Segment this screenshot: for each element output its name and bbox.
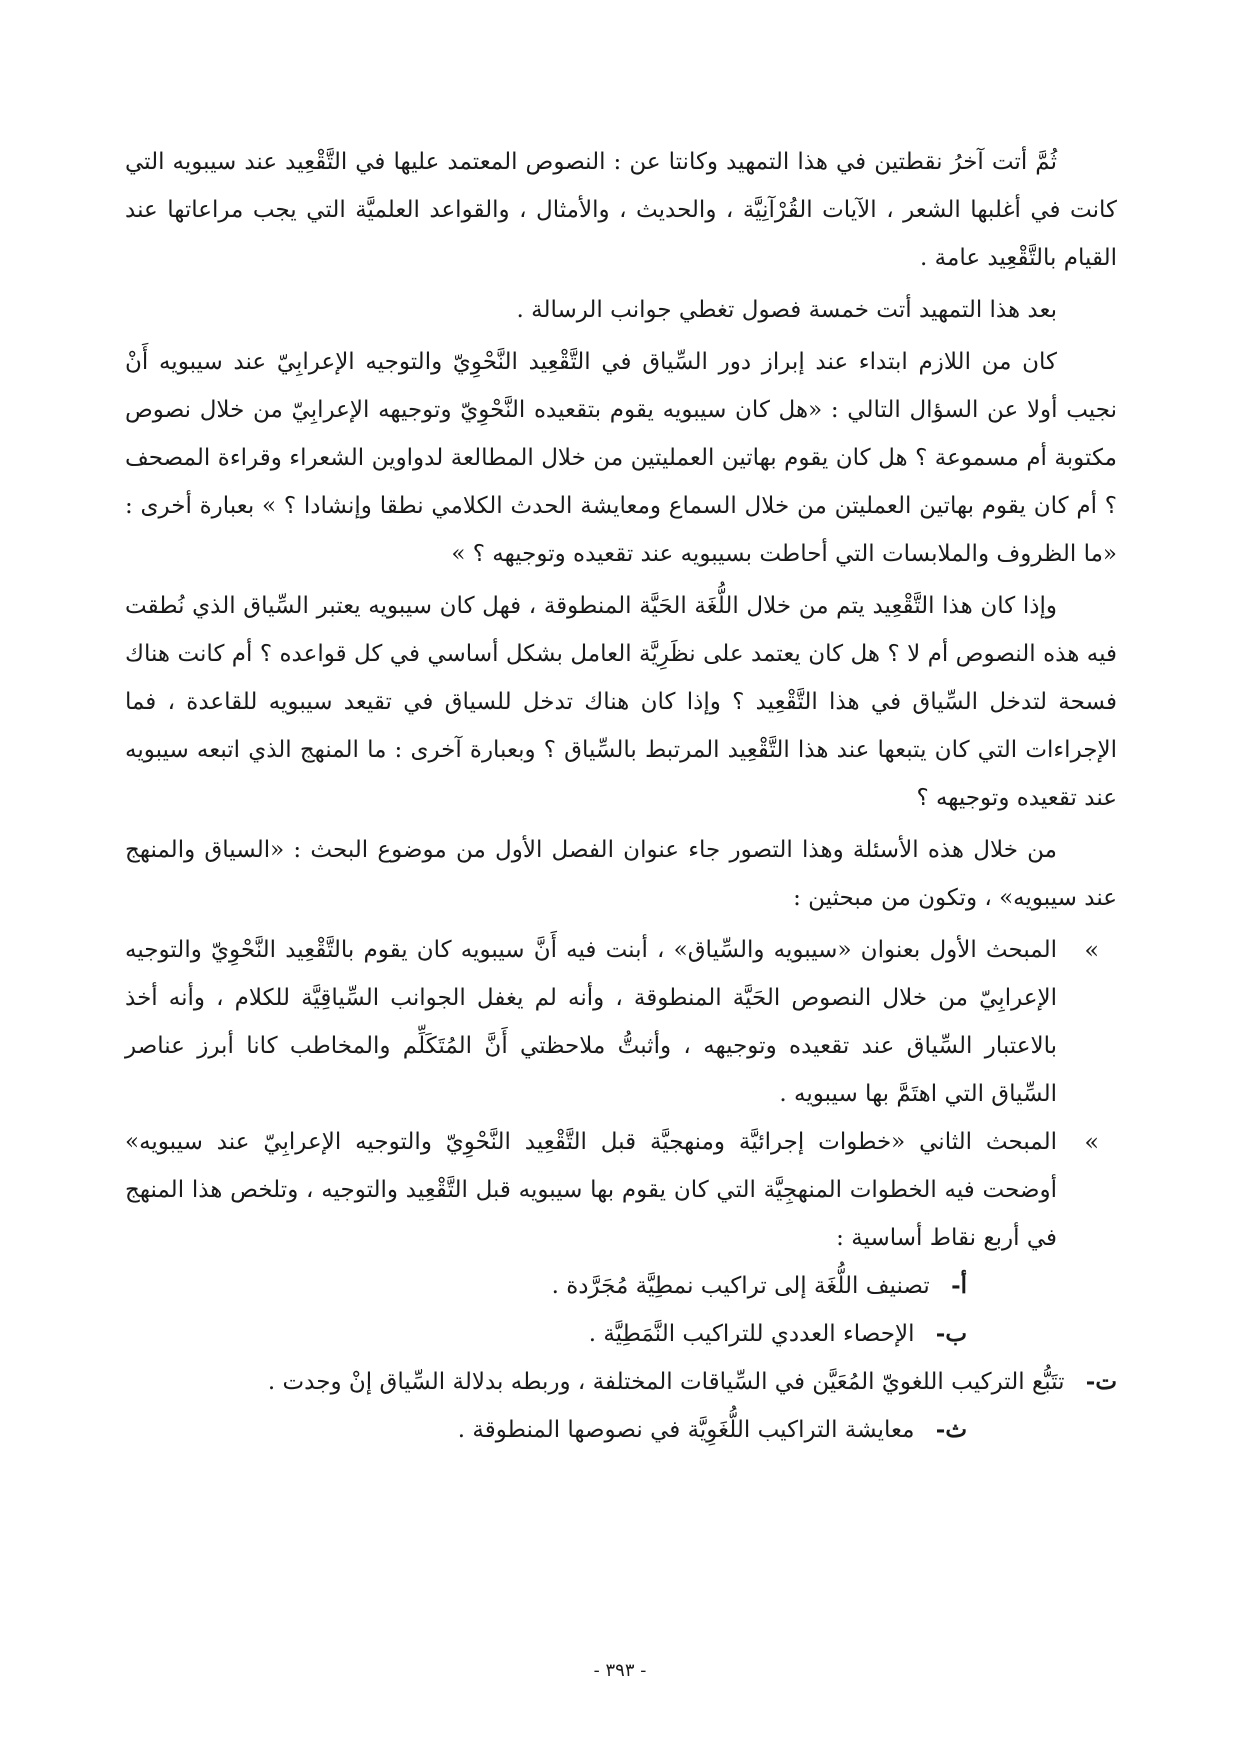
method-steps-list xyxy=(125,1262,1117,1454)
section-item-text: المبحث الثاني «خطوات إجرائيَّة ومنهجيَّة قبل التَّقْعِيد النَّحْوِيّ والتوجيه الإعرابِيّ عند سيبويه» أوضحت فيه الخطوات المنهجِيَّة التي كان يقوم بها سيبويه قبل التَّقْعِيد والتوجيه ، وتلخص هذا المنهج في أربع نقاط أساسية : xyxy=(125,1129,1057,1251)
method-step-letter: ت- xyxy=(1085,1368,1117,1395)
method-step xyxy=(125,1406,1117,1454)
paragraph-first-chapter: من خلال هذه الأسئلة وهذا التصور جاء عنوان الفصل الأول من موضوع البحث : «السياق والمنهج عند سيبويه» ، وتكون من مبحثين : xyxy=(125,837,1117,911)
method-step xyxy=(125,1262,1117,1310)
method-step-letter: ث- xyxy=(935,1416,967,1443)
method-step-letter: ب- xyxy=(935,1320,967,1347)
method-step-text: معايشة التراكيب اللُّغَوِيَّة في نصوصها المنطوقة . xyxy=(457,1417,915,1443)
method-step-text: الإحصاء العددي للتراكيب النَّمَطِيَّة . xyxy=(588,1321,915,1347)
section-item-second xyxy=(125,1118,1117,1262)
section-item-text: المبحث الأول بعنوان «سيبويه والسِّياق» ، أبنت فيه أَنَّ سيبويه كان يقوم بالتَّقْعِيد النَّحْوِيّ والتوجيه الإعرابِيّ من خلال النصوص الحَيَّة المنطوقة ، وأنه لم يغفل الجوانب السِّياقِيَّة للكلام ، وأنه أخذ بالاعتبار السِّياق عند تقعيده وتوجيهه ، وأثبتُّ ملاحظتي أَنَّ المُتَكَلِّم والمخاطب كانا أبرز عناصر السِّياق التي اهتَمَّ بها سيبويه . xyxy=(125,937,1057,1107)
page-number: - ٣٩٣ - xyxy=(593,1660,647,1681)
method-step-letter: أ- xyxy=(951,1272,967,1299)
body-text xyxy=(125,138,1117,1454)
paragraph-context-question: وإذا كان هذا التَّقْعِيد يتم من خلال اللُّغَة الحَيَّة المنطوقة ، فهل كان سيبويه يعتبر السِّياق الذي نُطقت فيه هذه النصوص أم لا ؟ هل كان يعتمد على نظَرِيَّة العامل بشكل أساسي في كل قواعده ؟ أم كانت هناك فسحة لتدخل السِّياق في هذا التَّقْعِيد ؟ وإذا كان هناك تدخل للسياق في تقيعد سيبويه للقاعدة ، فما الإجراءات التي كان يتبعها عند هذا التَّقْعِيد المرتبط بالسِّياق ؟ وبعبارة آخرى : ما المنهج الذي اتبعه سيبويه عند تقعيده وتوجيهه ؟ xyxy=(125,593,1117,811)
method-step xyxy=(125,1358,1117,1406)
paragraph-sources: ثُمَّ أتت آخرُ نقطتين في هذا التمهيد وكانتا عن : النصوص المعتمد عليها في التَّقْعِيد عند سيبويه التي كانت في أغلبها الشعر ، الآيات القُرْآنِيَّة ، والحديث ، والأمثال ، والقواعد العلميَّة التي يجب مراعاتها عند القيام بالتَّقْعِيد عامة . xyxy=(125,149,1117,271)
section-list xyxy=(125,926,1117,1262)
section-item-first xyxy=(125,926,1117,1118)
method-step xyxy=(125,1310,1117,1358)
bullet-marker: » xyxy=(1084,936,1099,964)
paragraph-research-question: كان من اللازم ابتداء عند إبراز دور السِّياق في التَّقْعِيد النَّحْوِيّ والتوجيه الإعرابِيّ عند سيبويه أَنْ نجيب أولا عن السؤال التالي : «هل كان سيبويه يقوم بتقعيده النَّحْوِيّ وتوجيهه الإعرابِيّ من خلال نصوص مكتوبة أم مسموعة ؟ هل كان يقوم بهاتين العمليتين من خلال المطالعة لدواوين الشعراء وقراءة المصحف ؟ أم كان يقوم بهاتين العمليتن من خلال السماع ومعايشة الحدث الكلامي نطقا وإنشادا ؟ » بعبارة أخرى : «ما الظروف والملابسات التي أحاطت بسيبويه عند تقعيده وتوجيهه ؟ » xyxy=(125,349,1117,567)
method-step-text: تصنيف اللُّغَة إلى تراكيب نمطِيَّة مُجَرَّدة . xyxy=(551,1273,930,1299)
paragraph-chapters-intro: بعد هذا التمهيد أتت خمسة فصول تغطي جوانب الرسالة . xyxy=(516,297,1057,323)
method-step-text: تتَبُّع التركيب اللغويّ المُعَيَّن في السِّياقات المختلفة ، وربطه بدلالة السِّياق إنْ وجدت . xyxy=(267,1369,1065,1395)
bullet-marker: » xyxy=(1084,1128,1099,1156)
